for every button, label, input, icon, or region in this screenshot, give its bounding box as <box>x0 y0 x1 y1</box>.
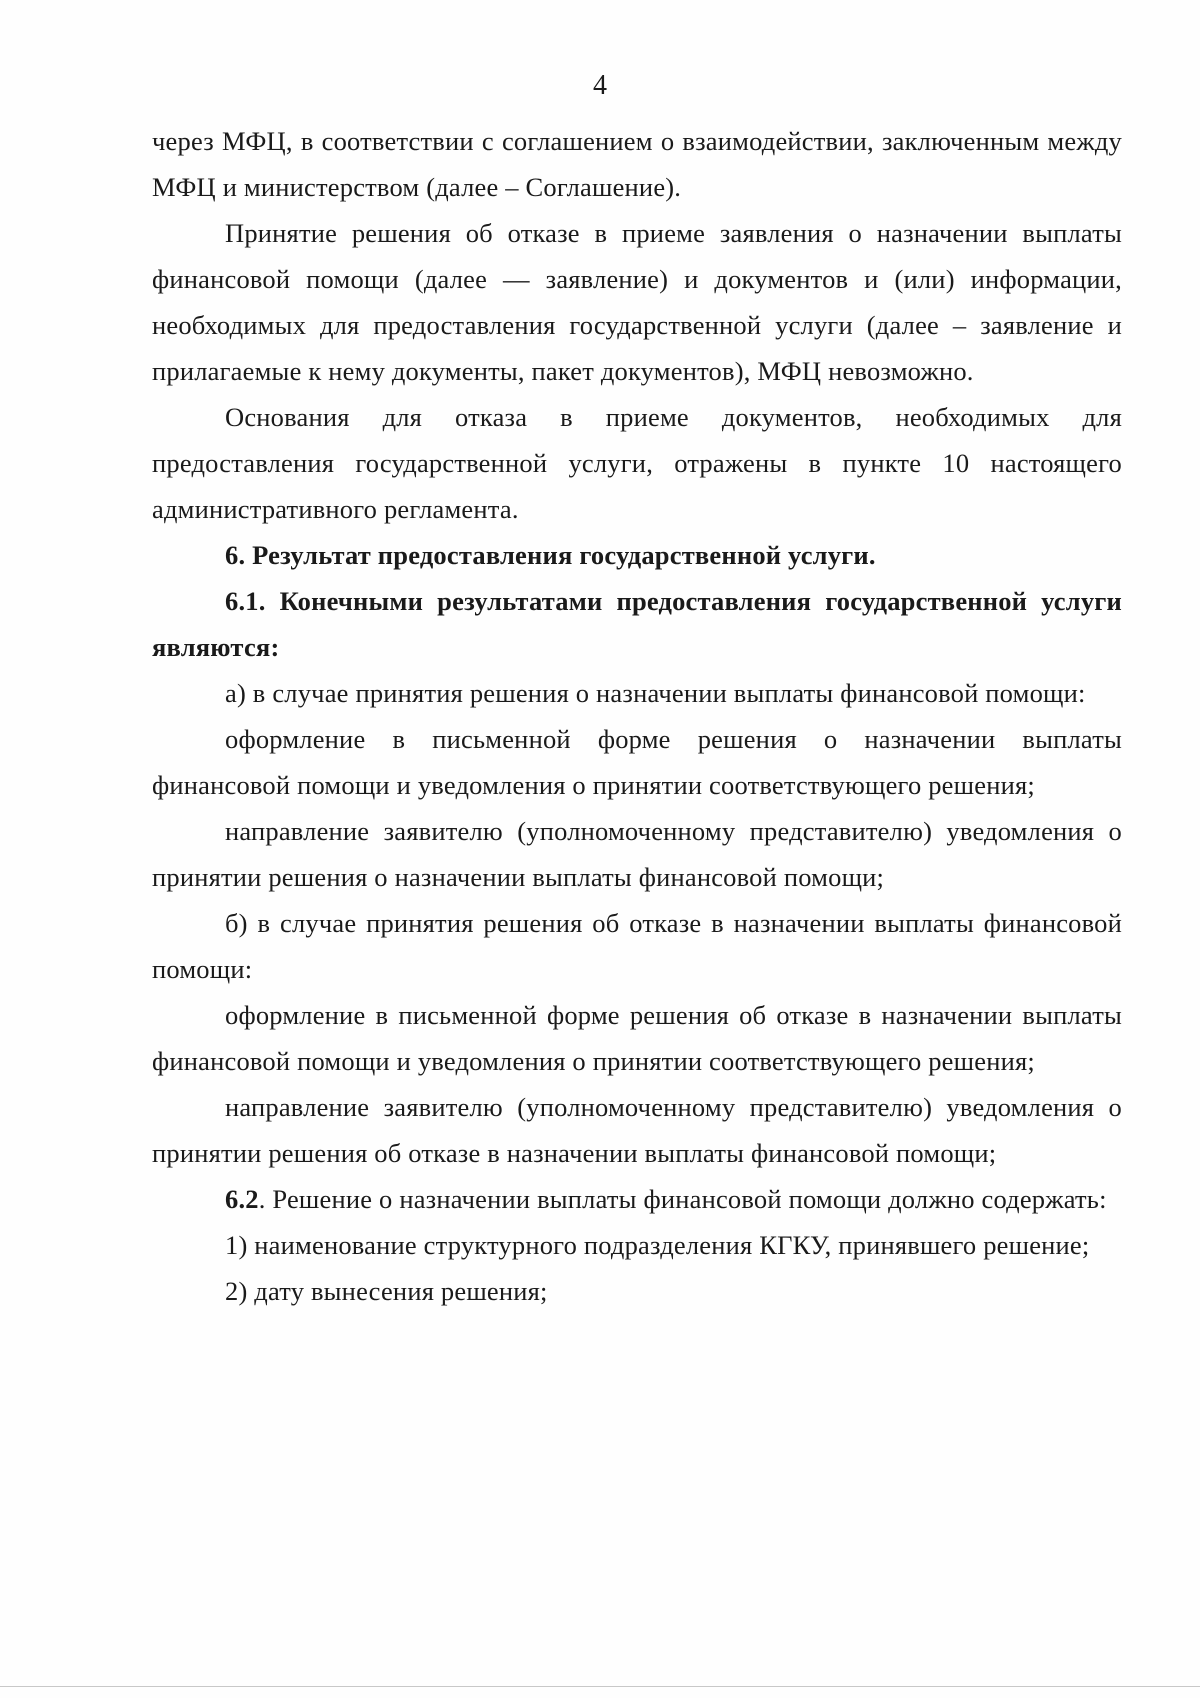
paragraph-refusal-grounds: Основания для отказа в приеме документов, необходимых для предоставления государственной услуги, отражены в пункте 10 настоящего административного регламента. <box>152 402 1122 524</box>
section-heading-6-1: 6.1. Конечными результатами предоставления государственной услуги являются: <box>152 586 1122 662</box>
list-item-b: б) в случае принятия решения об отказе в назначении выплаты финансовой помощи: <box>152 908 1122 984</box>
paragraph-b-form: оформление в письменной форме решения об отказе в назначении выплаты финансовой помощи и уведомления о принятии соответствующего решения; <box>152 1000 1122 1076</box>
scan-edge-line <box>0 1686 1200 1687</box>
section-heading-6: 6. Результат предоставления государственной услуги. <box>225 540 876 570</box>
list-item-a: а) в случае принятия решения о назначении выплаты финансовой помощи: <box>225 678 1086 708</box>
paragraph-a-notice: направление заявителю (уполномоченному представителю) уведомления о принятии решения о назначении выплаты финансовой помощи; <box>152 816 1122 892</box>
section-6-2-text: . Решение о назначении выплаты финансовой помощи должно содержать: <box>258 1184 1107 1214</box>
paragraph-refusal-impossible: Принятие решения об отказе в приеме заявления о назначении выплаты финансовой помощи (далее — заявление) и документов и (или) информации, необходимых для предоставления государственной услуги (далее – заявление и прилагаемые к нему документы, пакет документов), МФЦ невозможно. <box>152 218 1122 386</box>
section-6-2 <box>152 1176 1122 1222</box>
paragraph-intro: через МФЦ, в соответствии с соглашением о взаимодействии, заключенным между МФЦ и министерством (далее – Соглашение). <box>152 126 1122 202</box>
document-body <box>152 118 1122 1314</box>
section-6-2-number: 6.2 <box>225 1184 259 1214</box>
paragraph-b-notice: направление заявителю (уполномоченному представителю) уведомления о принятии решения об отказе в назначении выплаты финансовой помощи; <box>152 1092 1122 1168</box>
list-item-1: 1) наименование структурного подразделения КГКУ, принявшего решение; <box>225 1230 1090 1260</box>
list-item-2: 2) дату вынесения решения; <box>225 1276 548 1306</box>
paragraph-a-form: оформление в письменной форме решения о назначении выплаты финансовой помощи и уведомления о принятии соответствующего решения; <box>152 724 1122 800</box>
page-number: 4 <box>593 70 607 101</box>
